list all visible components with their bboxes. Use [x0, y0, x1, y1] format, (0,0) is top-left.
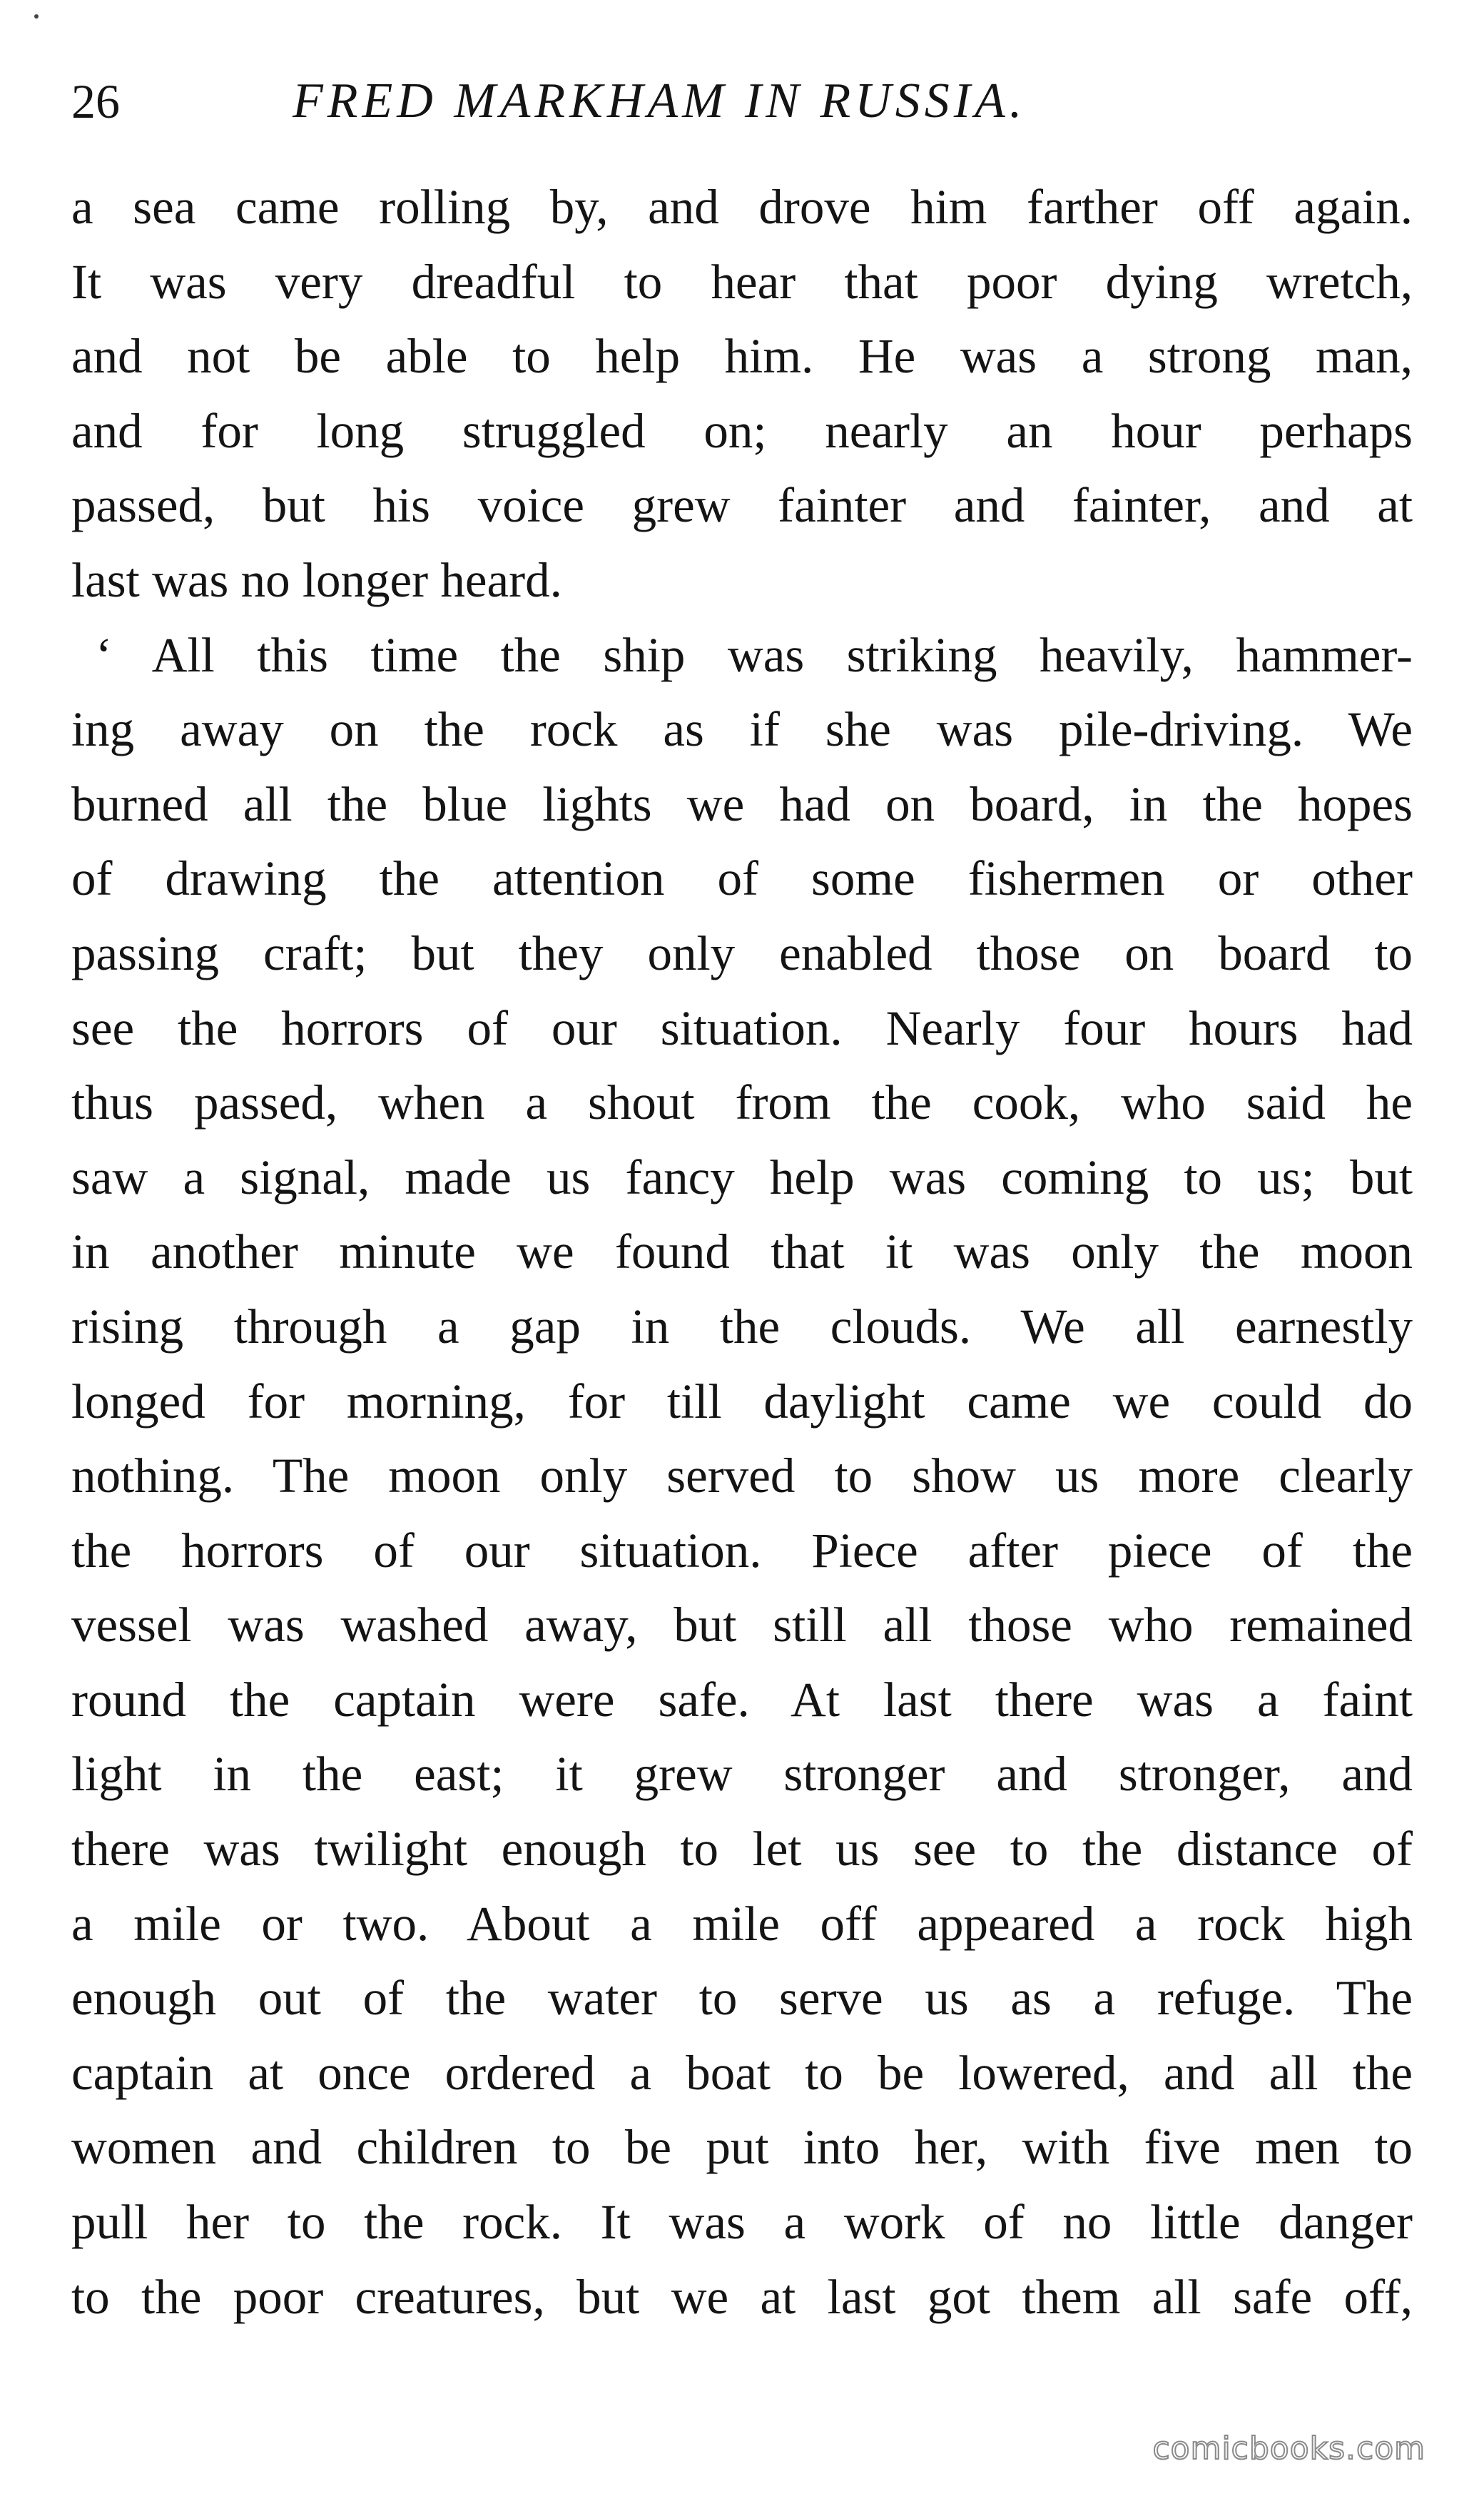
- text-line: longed for morning, for till daylight came we could do: [71, 1374, 1413, 1429]
- text-line: see the horrors of our situation. Nearly four hours had: [71, 1000, 1413, 1055]
- body-text: [71, 170, 1413, 2334]
- text-line: a mile or two. About a mile off appeared a rock high: [71, 1896, 1413, 1951]
- page-number: 26: [71, 74, 120, 128]
- text-line: the horrors of our situation. Piece after piece of the: [71, 1523, 1413, 1578]
- text-line: passing craft; but they only enabled those on board to: [71, 925, 1413, 980]
- text-line: pull her to the rock. It was a work of no little danger: [71, 2195, 1413, 2250]
- text-line: thus passed, when a shout from the cook, who said he: [71, 1075, 1413, 1130]
- running-title: FRED MARKHAM IN RUSSIA.: [293, 73, 1027, 128]
- text-line: captain at once ordered a boat to be lowered, and all the: [71, 2045, 1413, 2100]
- text-line: last was no longer heard.: [71, 552, 562, 607]
- text-line: women and children to be put into her, with five men to: [71, 2120, 1413, 2175]
- text-line: saw a signal, made us fancy help was coming to us; but: [71, 1150, 1413, 1204]
- text-line: burned all the blue lights we had on board, in the hopes: [71, 776, 1413, 831]
- text-line: ing away on the rock as if she was pile-driving. We: [71, 702, 1413, 757]
- text-line: passed, but his voice grew fainter and fainter, and at: [71, 478, 1413, 533]
- text-line: and not be able to help him. He was a strong man,: [71, 329, 1413, 384]
- page-header: [71, 66, 1413, 137]
- text-line: enough out of the water to serve us as a refuge. The: [71, 1971, 1413, 2026]
- text-line: in another minute we found that it was only the moon: [71, 1224, 1413, 1279]
- text-line: vessel was washed away, but still all those who remained: [71, 1598, 1413, 1653]
- printed-speck: [34, 14, 39, 19]
- watermark: comicbooks.com: [1152, 2430, 1425, 2467]
- text-line: of drawing the attention of some fishermen or other: [71, 851, 1413, 906]
- text-line: and for long struggled on; nearly an hour perhaps: [71, 403, 1413, 458]
- text-line: light in the east; it grew stronger and stronger, and: [71, 1747, 1413, 1802]
- text-line: to the poor creatures, but we at last got them all safe off,: [71, 2269, 1413, 2324]
- text-line: rising through a gap in the clouds. We all earnestly: [71, 1299, 1413, 1354]
- text-line: a sea came rolling by, and drove him farther off again.: [71, 180, 1413, 234]
- text-line: there was twilight enough to let us see to the distance of: [71, 1822, 1413, 1877]
- text-line: nothing. The moon only served to show us more clearly: [71, 1449, 1413, 1503]
- text-line: round the captain were safe. At last there was a faint: [71, 1672, 1413, 1727]
- text-line: It was very dreadful to hear that poor dying wretch,: [71, 254, 1413, 309]
- text-line: ‘ All this time the ship was striking heavily, hammer-: [96, 627, 1413, 682]
